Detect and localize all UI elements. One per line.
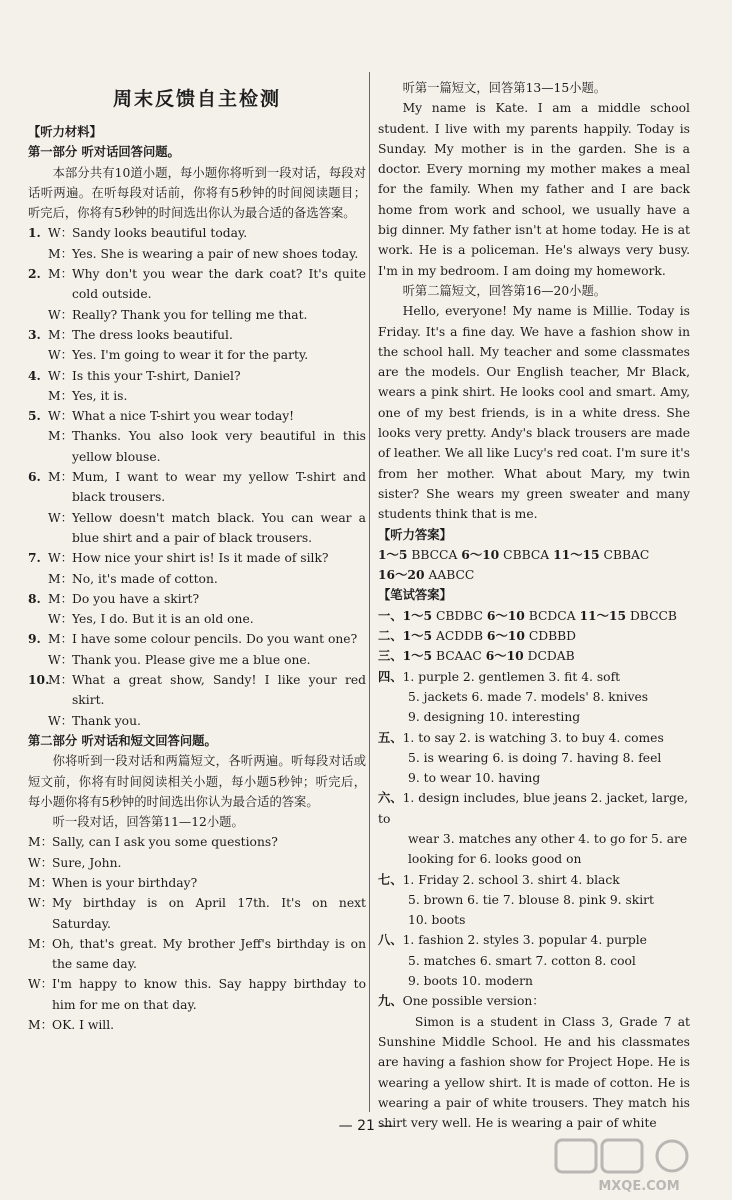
- answer-text: 1. to say 2. is watching 3. to buy 4. comes: [402, 730, 664, 745]
- part1-heading: 第一部分 听对话回答问题。: [28, 144, 180, 160]
- speaker-label: W：: [28, 977, 53, 992]
- dialogue-line: [28, 873, 366, 893]
- dialogue-line: [28, 223, 366, 243]
- dialogue-line: [28, 366, 366, 386]
- dialogue-text: Thanks. You also look very beautiful in this yellow blouse.: [72, 429, 366, 464]
- section-label: 九、: [378, 993, 403, 1009]
- speaker-label: W：: [48, 307, 73, 322]
- answer-line: [378, 728, 690, 748]
- question-number: 10.: [28, 672, 50, 688]
- dialogue-text: Sure, John.: [52, 855, 122, 870]
- dialogue-text: Yes. I'm going to wear it for the party.: [72, 348, 309, 363]
- answer-value: DBCCB: [629, 608, 677, 623]
- answer-value: ACDDB: [435, 629, 483, 644]
- answer-value: DCDAB: [527, 649, 575, 664]
- dialogue-line: [28, 406, 366, 426]
- answer-line: [378, 748, 690, 768]
- answer-line: [378, 707, 690, 727]
- part2-dialogue: [28, 832, 366, 1035]
- dialogue-line: [28, 508, 366, 549]
- question-number: 6.: [28, 469, 41, 485]
- listening-answers: [378, 545, 690, 586]
- answer-text: 5. jackets 6. made 7. models' 8. knives: [408, 689, 649, 704]
- dialogue-text: Is this your T-shirt, Daniel?: [72, 368, 241, 383]
- dialogue-line: [28, 467, 366, 508]
- dialogue-text: Why don't you wear the dark coat? It's quite cold outside.: [72, 267, 366, 302]
- dialogue-text: I'm happy to know this. Say happy birthday to him for me on that day.: [52, 977, 366, 1012]
- answer-line: [378, 910, 690, 930]
- question-number: 5.: [28, 408, 41, 424]
- page-number: — 21 —: [338, 1118, 394, 1134]
- answer-line: [378, 646, 690, 666]
- dialogue-line: [28, 345, 366, 365]
- part1-instructions: 本部分共有10道小题，每小题你将听到一段对话，每段对话听两遍。在听每段对话前，你将有5秒钟的时间阅读题目；听完后，你将有5秒钟的时间选出你认为最合适的备选答案。: [28, 165, 366, 221]
- dialogue-text: Yes, I do. But it is an old one.: [72, 612, 254, 627]
- dialogue-text: The dress looks beautiful.: [72, 327, 233, 342]
- part2-heading: 第二部分 听对话和短文回答问题。: [28, 732, 217, 748]
- speaker-label: W：: [48, 226, 73, 241]
- dialogue-text: What a nice T-shirt you wear today!: [72, 409, 295, 424]
- answer-value: CBBCA: [503, 547, 550, 562]
- answer-value: BBCCA: [411, 547, 458, 562]
- section-label: 七、: [378, 871, 403, 887]
- part1-dialogues: [28, 223, 366, 730]
- speaker-label: M：: [48, 673, 73, 688]
- essay-intro: One possible version：: [402, 994, 545, 1009]
- answer-text: wear 3. matches any other 4. to go for 5. are: [408, 831, 688, 846]
- part2-instructions: 你将听到一段对话和两篇短文，各听两遍。听每段对话或短文前，你将有时间阅读相关小题，每小题5秒钟；听完后，每小题你将有5秒钟的时间选出你认为最合适的答案。: [28, 754, 366, 809]
- dialogue-line: [28, 934, 366, 975]
- passage2-text: Hello, everyone! My name is Millie. Today is Friday. It's a fine day. We have a fashion show in the school hall. My teacher and some classmates are the models. Our English teacher, Mr Black, wears a pink shirt. He looks cool and smart. Amy, one of my best friends, is in a white dress. She looks very pretty. Andy's black trousers are made of leather. We all like Lucy's red coat. I'm sure it's from her mother. What about Mary, my twin sister? She wears my green sweater and many students think that is me.: [378, 304, 690, 522]
- answer-line: [378, 768, 690, 788]
- speaker-label: W：: [28, 855, 53, 870]
- dialogue-line: [28, 650, 366, 670]
- dialogue-text: Really? Thank you for telling me that.: [72, 307, 308, 322]
- speaker-label: M：: [48, 267, 73, 282]
- speaker-label: W：: [48, 368, 73, 383]
- speaker-label: M：: [28, 1018, 53, 1033]
- answer-value: CBDBC: [435, 608, 483, 623]
- answer-line: [378, 788, 690, 829]
- dialogue-text: Yellow doesn't match black. You can wear a blue shirt and a pair of black trousers.: [72, 510, 366, 545]
- column-divider: [369, 72, 370, 1112]
- answer-value: BCDCA: [528, 608, 576, 623]
- listening-answers-label: 【听力答案】: [378, 526, 452, 542]
- watermark-text: MXQE.COM: [598, 1179, 680, 1194]
- passage1-text: My name is Kate. I am a middle school student. I live with my parents happily. Today is Sunday. My mother is in the garden. She is a doctor. Every morning my mother makes a meal for the family. When my father and I are back home from work and school, we usually have a big dinner. My father isn't at home today. He is at work. He is a policeman. He's always very busy. I'm in my bedroom. I am doing my homework.: [378, 101, 690, 278]
- section-label: 八、: [378, 932, 403, 948]
- dialogue-line: [28, 974, 366, 1015]
- speaker-label: W：: [28, 896, 53, 911]
- section-label: 五、: [378, 729, 403, 745]
- dialogue-line: [28, 853, 366, 873]
- dialogue-line: [28, 426, 366, 467]
- dialogue-line: [28, 325, 366, 345]
- section-label: 三、: [378, 648, 403, 664]
- dialogue-line: [28, 589, 366, 609]
- dialogue-text: No, it's made of cotton.: [72, 571, 218, 586]
- dialogue-text: When is your birthday?: [52, 875, 198, 890]
- speaker-label: W：: [48, 409, 73, 424]
- dialogue-line: [28, 244, 366, 264]
- question-number: 1.: [28, 225, 41, 241]
- answer-text: 1. design includes, blue jeans 2. jacket, large, to: [378, 791, 689, 826]
- answer-text: 5. brown 6. tie 7. blouse 8. pink 9. skirt: [408, 892, 654, 907]
- section-label: 六、: [378, 790, 403, 806]
- speaker-label: M：: [28, 875, 53, 890]
- speaker-label: W：: [48, 510, 73, 525]
- dialogue-line: [28, 305, 366, 325]
- answer-range: 1～5: [402, 628, 433, 644]
- answer-line: [378, 606, 690, 626]
- answer-line: [378, 951, 690, 971]
- answer-value: CDBBD: [528, 629, 577, 644]
- answer-range: 1～5: [402, 607, 433, 623]
- dialogue-text: Do you have a skirt?: [72, 591, 200, 606]
- speaker-label: M：: [48, 632, 73, 647]
- question-number: 7.: [28, 550, 41, 566]
- speaker-label: M：: [48, 246, 73, 261]
- answer-line: [378, 971, 690, 991]
- written-answers-label: 【笔试答案】: [378, 587, 452, 603]
- dialogue-line: [28, 893, 366, 934]
- answer-text: 9. designing 10. interesting: [408, 710, 581, 725]
- answer-text: 1. Friday 2. school 3. shirt 4. black: [402, 872, 620, 887]
- dialogue-text: OK. I will.: [52, 1018, 115, 1033]
- speaker-label: W：: [48, 348, 73, 363]
- dialogue-line: [28, 1015, 366, 1035]
- dialogue-line: [28, 386, 366, 406]
- dialogue-line: [28, 609, 366, 629]
- question-number: 3.: [28, 326, 41, 342]
- answer-line: [378, 667, 690, 687]
- answer-range: 6～10: [461, 546, 500, 562]
- dialogue-intro: 听一段对话，回答第11—12小题。: [52, 815, 244, 830]
- right-column: [378, 78, 690, 1133]
- listening-material-label: 【听力材料】: [28, 124, 102, 139]
- dialogue-text: Sally, can I ask you some questions?: [52, 835, 278, 850]
- section-label: 一、: [378, 607, 403, 623]
- answer-text: 10. boots: [408, 913, 466, 928]
- answer-text: 1. purple 2. gentlemen 3. fit 4. soft: [402, 669, 621, 684]
- answer-text: 9. to wear 10. having: [408, 771, 541, 786]
- answer-text: 1. fashion 2. styles 3. popular 4. purple: [402, 933, 647, 948]
- passage2-intro: 听第二篇短文，回答第16—20小题。: [402, 283, 607, 298]
- dialogue-line: [28, 264, 366, 305]
- speaker-label: W：: [48, 713, 73, 728]
- dialogue-text: Yes, it is.: [72, 388, 128, 403]
- dialogue-line: [28, 832, 366, 852]
- section-label: 四、: [378, 668, 403, 684]
- answer-line: [378, 565, 690, 585]
- answer-range: 11～15: [579, 607, 627, 623]
- answer-range: 6～10: [486, 628, 525, 644]
- speaker-label: W：: [48, 551, 73, 566]
- answer-value: AABCC: [428, 568, 475, 583]
- question-number: 9.: [28, 631, 41, 647]
- answer-line: [378, 991, 690, 1011]
- dialogue-line: [28, 548, 366, 568]
- dialogue-text: Yes. She is wearing a pair of new shoes today.: [72, 246, 359, 261]
- watermark-logo: [554, 1138, 724, 1194]
- answer-range: 6～10: [486, 607, 525, 623]
- speaker-label: M：: [28, 835, 53, 850]
- speaker-label: M：: [48, 571, 73, 586]
- dialogue-text: I have some colour pencils. Do you want one?: [72, 632, 358, 647]
- dialogue-text: My birthday is on April 17th. It's on next Saturday.: [52, 896, 366, 931]
- answer-line: [378, 890, 690, 910]
- answer-value: BCAAC: [435, 649, 482, 664]
- passage1-intro: 听第一篇短文，回答第13—15小题。: [402, 81, 607, 95]
- speaker-label: M：: [28, 936, 53, 951]
- answer-line: [378, 626, 690, 646]
- question-number: 8.: [28, 590, 41, 606]
- dialogue-text: What a great show, Sandy! I like your red skirt.: [72, 673, 366, 708]
- answer-line: [378, 829, 690, 849]
- answer-range: 1～5: [402, 648, 433, 664]
- question-number: 4.: [28, 367, 41, 383]
- speaker-label: M：: [48, 327, 73, 342]
- speaker-label: W：: [48, 652, 73, 667]
- answer-line: [378, 687, 690, 707]
- answer-line: [378, 849, 690, 869]
- dialogue-text: Thank you.: [72, 713, 141, 728]
- answer-range: 6～10: [485, 648, 524, 664]
- written-answers: [378, 606, 690, 1134]
- dialogue-text: Thank you. Please give me a blue one.: [72, 652, 311, 667]
- dialogue-line: [28, 629, 366, 649]
- answer-line: [378, 545, 690, 565]
- answer-text: 9. boots 10. modern: [408, 974, 533, 989]
- dialogue-line: [28, 711, 366, 731]
- left-column: [28, 78, 366, 1035]
- answer-line: [378, 870, 690, 890]
- essay-text: Simon is a student in Class 3, Grade 7 at Sunshine Middle School. He and his classmates are having a fashion show for Project Hope. He is wearing a yellow shirt. It is made of cotton. He is wearing a pair of white trousers. They match his shirt very well. He is wearing a pair of white: [378, 1014, 690, 1131]
- answer-value: CBBAC: [603, 547, 650, 562]
- speaker-label: M：: [48, 429, 73, 444]
- dialogue-text: Sandy looks beautiful today.: [72, 226, 248, 241]
- section-label: 二、: [378, 628, 403, 644]
- answer-range: 11～15: [553, 546, 600, 562]
- answer-range: 16～20: [378, 567, 425, 583]
- speaker-label: M：: [48, 591, 73, 606]
- dialogue-line: [28, 670, 366, 711]
- speaker-label: W：: [48, 612, 73, 627]
- answer-text: looking for 6. looks good on: [408, 852, 582, 867]
- dialogue-text: Oh, that's great. My brother Jeff's birthday is on the same day.: [52, 936, 366, 972]
- speaker-label: M：: [48, 388, 73, 403]
- dialogue-text: Mum, I want to wear my yellow T-shirt and black trousers.: [72, 470, 366, 505]
- speaker-label: M：: [48, 470, 73, 485]
- answer-range: 1～5: [378, 546, 408, 562]
- dialogue-line: [28, 569, 366, 589]
- question-number: 2.: [28, 266, 41, 282]
- dialogue-text: How nice your shirt is! Is it made of silk?: [72, 551, 329, 566]
- page-title: 周末反馈自主检测: [112, 88, 281, 110]
- answer-text: 5. is wearing 6. is doing 7. having 8. feel: [408, 750, 662, 765]
- answer-line: [378, 930, 690, 950]
- answer-text: 5. matches 6. smart 7. cotton 8. cool: [408, 953, 636, 968]
